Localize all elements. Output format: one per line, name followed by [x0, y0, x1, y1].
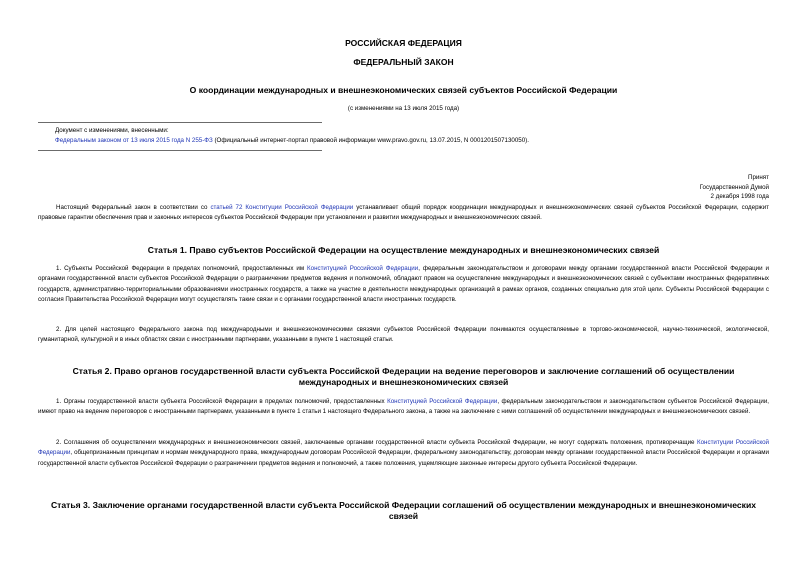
- adoption-line-3: 2 декабря 1998 года: [710, 193, 769, 200]
- article-3-heading: Статья 3. Заключение органами государственной власти субъекта Российской Федерации соглашений об осуществлении международных и внешнеэкономических связей: [50, 500, 757, 521]
- article-1-heading: Статья 1. Право субъектов Российской Федерации на осуществление международных и внешнеэкономических связей: [147, 245, 660, 255]
- law-type-heading: ФЕДЕРАЛЬНЫЙ ЗАКОН: [353, 57, 454, 67]
- article-1-paragraph-2: 2. Для целей настоящего Федерального закона под международными и внешнеэкономическими связями субъектов Российской Федерации понимаются осуществляемые в торгово-экономической, научно-технической, экологической, гуманитарной, культурной и в иных областях связи с иностранными партнерами, указанными в пункте 1 настоящей статьи.: [38, 326, 769, 344]
- adoption-block: [700, 173, 769, 202]
- preamble-text-end: устанавливает общий порядок координации международных и внешнеэкономических связей субъектов Российской Федерации, содержит правовые гарантии обеспечения прав и законных интересов субъектов Российской Федерации при установлении и развитии международных и внешнеэкономических связей.: [38, 204, 769, 222]
- editions-source: (Официальный интернет-портал правовой информации www.pravo.gov.ru, 13.07.2015, N 0001201507130050).: [212, 137, 529, 144]
- adoption-line-1: Принят: [748, 174, 769, 181]
- constitution-link-1[interactable]: Конституцией Российской Федерации: [307, 265, 419, 272]
- article-1-paragraph-1: [38, 264, 769, 306]
- article-2-p2-end: , общепризнанным принципам и нормам международного права, международным договорам Российской Федерации, федеральному законодательству, договорам между органами государственной власти Российской Федерации и органами государственной власти субъектов Российской Федерации о разграничении предметов ведения и полномочий, а также положения, ущемляющие законные интересы другого субъекта Российской Федерации.: [38, 449, 769, 467]
- editions-line: [55, 136, 775, 146]
- constitution-link-3[interactable]: Конституции Российской Федерации: [38, 439, 769, 457]
- preamble-paragraph: [38, 203, 769, 224]
- constitution-link-2[interactable]: Конституцией Российской Федерации: [387, 398, 498, 405]
- editions-intro: Документ с изменениями, внесенными:: [55, 127, 169, 134]
- editions-top-rule: [38, 122, 322, 123]
- law-title: О координации международных и внешнеэкономических связей субъектов Российской Федерации: [189, 85, 618, 95]
- constitution-article-72-link[interactable]: статьей 72 Конституции Российской Федерации: [210, 204, 354, 211]
- editions-law-link[interactable]: Федеральным законом от 13 июля 2015 года N 255-ФЗ: [55, 137, 213, 144]
- article-2-p2-start: 2. Соглашения об осуществлении международных и внешнеэкономических связей, заключаемые органами государственной власти субъекта Российской Федерации, не могут содержать положения, противоречащие: [56, 439, 698, 446]
- article-2-p1-end: , федеральным законодательством и законодательством субъектов Российской Федерации, имеют право на ведение переговоров с иностранными партнерами, указанными в пункте 1 статьи 1 настоящего Федерального закона, а также на заключение с ними соглашений об осуществлении международных и внешнеэкономических связей.: [38, 398, 770, 416]
- adoption-line-2: Государственной Думой: [699, 183, 769, 191]
- article-2-paragraph-2: [38, 438, 769, 469]
- country-heading: РОССИЙСКАЯ ФЕДЕРАЦИЯ: [345, 38, 462, 48]
- article-2-heading: Статья 2. Право органов государственной власти субъекта Российской Федерации на ведение переговоров и заключение соглашений об осуществлении международных и внешнеэкономических связей: [72, 366, 735, 387]
- article-1-p1-end: , федеральным законодательством и договорами между органами государственной власти Российской Федерации и органами государственной власти субъектов Российской Федерации о разграничении предметов ведения и полномочий, обладают правом на осуществление международных и внешнеэкономических связей с субъектами иностранных федеративных государств, административно-территориальными образованиями иностранных государств, а также на участие в деятельности международных организаций в рамках органов, созданных специально для этой цели. Субъекты Российской Федерации с согласия Правительства Российской Федерации могут осуществлять такие связи и с органами государственной власти иностранных государств.: [38, 265, 769, 304]
- preamble-text-start: Настоящий Федеральный закон в соответствии со: [56, 204, 211, 211]
- article-2-p1-start: 1. Органы государственной власти субъекта Российской Федерации в пределах полномочий, предоставленных: [56, 398, 388, 405]
- article-1-p1-start: 1. Субъекты Российской Федерации в пределах полномочий, предоставленных им: [56, 265, 308, 272]
- article-2-paragraph-1: [38, 397, 769, 418]
- amendment-note: (с изменениями на 13 июля 2015 года): [347, 105, 460, 112]
- editions-bottom-rule: [38, 150, 322, 151]
